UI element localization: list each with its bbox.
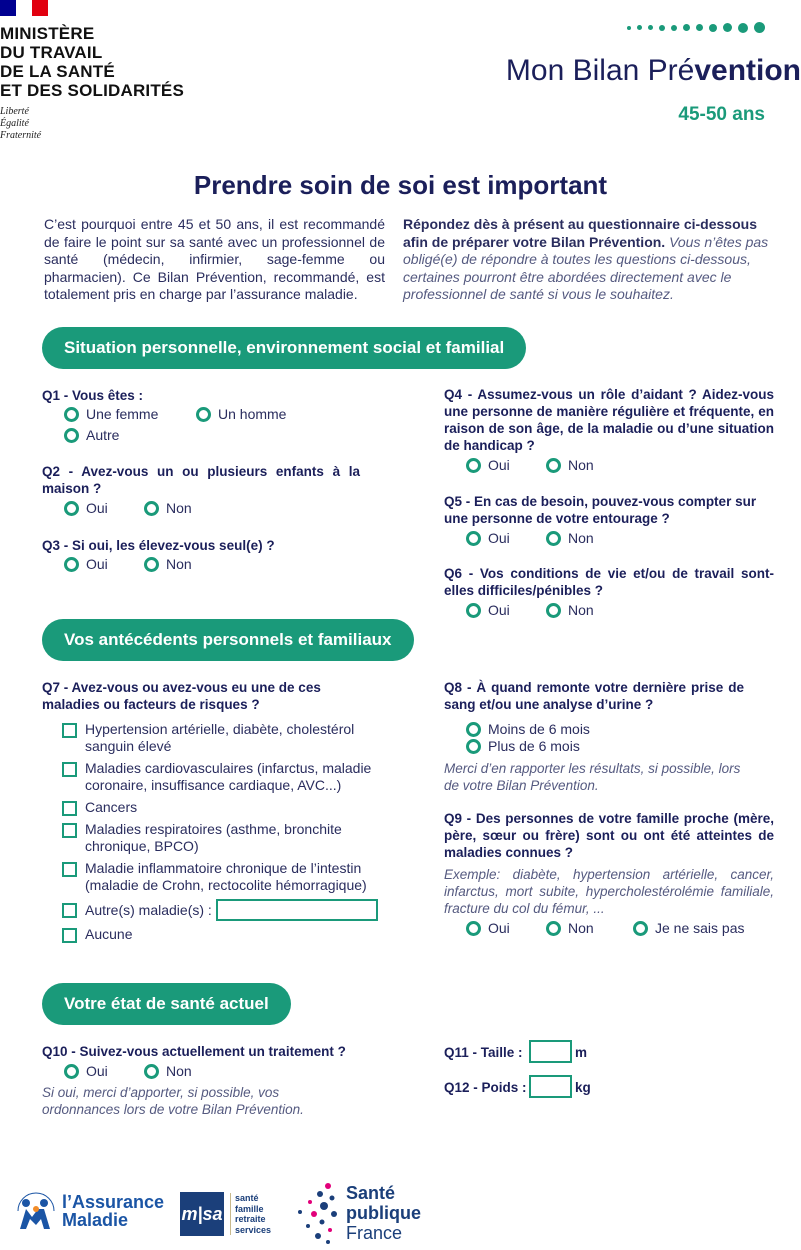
radio-button-icon[interactable] bbox=[64, 428, 79, 443]
radio-button-icon[interactable] bbox=[546, 603, 561, 618]
radio-button-icon[interactable] bbox=[144, 557, 159, 572]
option-label: Oui bbox=[488, 457, 510, 473]
radio-button-icon[interactable] bbox=[546, 921, 561, 936]
q8-note: Merci d’en rapporter les résultats, si possible, lors de votre Bilan Prévention. bbox=[444, 761, 741, 793]
checkbox-icon[interactable] bbox=[62, 862, 77, 877]
ministry-line: ET DES SOLIDARITÉS bbox=[0, 81, 185, 100]
radio-button-icon[interactable] bbox=[196, 407, 211, 422]
q10-options bbox=[64, 1063, 192, 1079]
q7-item[interactable] bbox=[62, 821, 392, 855]
option-label: Oui bbox=[86, 500, 108, 516]
q9-option-nsp[interactable] bbox=[633, 920, 745, 936]
item-label: Maladies cardiovasculaires (infarctus, maladie coronaire, insuffisance cardiaque, AVC...) bbox=[85, 760, 372, 793]
ministry-line: MINISTÈRE bbox=[0, 24, 95, 43]
q5-option-non[interactable] bbox=[546, 530, 594, 546]
checkbox-icon[interactable] bbox=[62, 823, 77, 838]
intro-left-text: C’est pourquoi entre 45 et 50 ans, il est recommandé de faire le point sur sa santé avec un professionnel de santé (médecin, infirmier, sage-femme ou pharmacien). Ce Bilan Prévention, recommandé, est totalement pris en charge par l’assurance maladie. bbox=[44, 216, 385, 302]
checkbox-icon[interactable] bbox=[62, 762, 77, 777]
q6-option-oui[interactable] bbox=[466, 602, 546, 618]
am-line1: l’Assurance bbox=[62, 1192, 165, 1212]
option-label: Oui bbox=[86, 556, 108, 572]
q9-options bbox=[466, 920, 745, 936]
section-header-antecedents: Vos antécédents personnels et familiaux bbox=[42, 619, 414, 661]
radio-button-icon[interactable] bbox=[546, 531, 561, 546]
title-part: an Pré bbox=[605, 54, 695, 87]
q6-label: Q6 - Vos conditions de vie et/ou de travail sont-elles difficiles/pénibles ? bbox=[444, 566, 774, 598]
title-part: vention bbox=[694, 54, 801, 87]
q8-option-gt6[interactable] bbox=[466, 738, 580, 754]
weight-input[interactable] bbox=[529, 1075, 572, 1098]
q1-option-femme[interactable] bbox=[64, 406, 196, 422]
option-label: Autre bbox=[86, 427, 120, 443]
intro-note: Vous n’êtes pas obligé(e) de répondre à toutes les questions ci-dessous, certaines pourront être abordées directement avec le professionnel de santé si vous le souhaitez. bbox=[403, 233, 769, 302]
q8-option[interactable] bbox=[466, 738, 580, 754]
radio-button-icon[interactable] bbox=[546, 458, 561, 473]
checkbox-icon[interactable] bbox=[62, 928, 77, 943]
item-label: Hypertension artérielle, diabète, cholestérol sanguin élevé bbox=[85, 721, 355, 754]
q3-options bbox=[64, 556, 192, 572]
q4-option-non[interactable] bbox=[546, 457, 594, 473]
option-label: Une femme bbox=[86, 406, 159, 422]
radio-button-icon[interactable] bbox=[466, 603, 481, 618]
ministry-line: DE LA SANTÉ bbox=[0, 62, 115, 81]
section-header-sante: Votre état de santé actuel bbox=[42, 983, 291, 1025]
msa-line: famille bbox=[235, 1203, 264, 1214]
q5-options bbox=[466, 530, 594, 546]
option-label: Oui bbox=[86, 1063, 108, 1079]
spf-text bbox=[346, 1183, 421, 1243]
intro-instruction: Répondez dès à présent au questionnaire ci-dessous afin de préparer votre Bilan Prévention. bbox=[403, 216, 757, 250]
q2-options bbox=[64, 500, 192, 516]
decorative-dots bbox=[627, 22, 765, 33]
q7-item[interactable] bbox=[62, 760, 392, 794]
q8-label: Q8 - À quand remonte votre dernière prise de sang et/ou une analyse d’urine ? bbox=[444, 680, 744, 712]
assurance-maladie-emblem-icon bbox=[12, 1187, 60, 1235]
other-disease-input[interactable] bbox=[216, 899, 378, 921]
item-label: Cancers bbox=[85, 799, 138, 815]
spf-line: publique bbox=[346, 1203, 421, 1223]
checkbox-icon[interactable] bbox=[62, 723, 77, 738]
q7-label: Q7 - Avez-vous ou avez-vous eu une de ces maladies ou facteurs de risques ? bbox=[42, 680, 321, 712]
option-label: Un homme bbox=[218, 406, 287, 422]
q1-options-row2 bbox=[64, 427, 119, 443]
msa-line: services bbox=[235, 1224, 272, 1235]
q1-option-autre[interactable] bbox=[64, 427, 119, 443]
section-header-situation: Situation personnelle, environnement social et familial bbox=[42, 327, 526, 369]
q10-option-oui[interactable] bbox=[64, 1063, 144, 1079]
radio-button-icon[interactable] bbox=[466, 531, 481, 546]
option-label: Non bbox=[568, 602, 594, 618]
q12-unit: kg bbox=[575, 1080, 591, 1095]
option-label: Non bbox=[568, 920, 594, 936]
q10-note: Si oui, merci d’apporter, si possible, vos ordonnances lors de votre Bilan Prévention. bbox=[42, 1085, 304, 1117]
sante-publique-france-logo bbox=[294, 1180, 421, 1246]
q4-options bbox=[466, 457, 594, 473]
q8-option-lt6[interactable] bbox=[466, 721, 590, 737]
republic-motto bbox=[0, 106, 41, 142]
q3-option-non[interactable] bbox=[144, 556, 192, 572]
ministry-line: DU TRAVAIL bbox=[0, 43, 103, 62]
q7-item[interactable] bbox=[62, 860, 392, 894]
radio-button-icon[interactable] bbox=[64, 557, 79, 572]
msa-line: retraite bbox=[235, 1214, 266, 1224]
option-label: Non bbox=[568, 530, 594, 546]
title-part: Mon Bil bbox=[505, 54, 606, 87]
q1-options bbox=[64, 406, 286, 422]
q5-option-oui[interactable] bbox=[466, 530, 546, 546]
item-label: Maladies respiratoires (asthme, bronchite chronique, BPCO) bbox=[85, 821, 342, 854]
q12-label: Q12 - Poids : bbox=[444, 1080, 527, 1095]
q11-label: Q11 - Taille : bbox=[444, 1045, 523, 1060]
q11-unit: m bbox=[575, 1045, 588, 1060]
q7-checklist bbox=[62, 721, 392, 948]
msa-text bbox=[230, 1193, 271, 1235]
spf-line: Santé bbox=[346, 1183, 396, 1203]
height-input[interactable] bbox=[529, 1040, 572, 1063]
option-label: Non bbox=[568, 457, 594, 473]
option-label: Plus de 6 mois bbox=[488, 738, 580, 754]
radio-button-icon[interactable] bbox=[466, 921, 481, 936]
q7-item[interactable] bbox=[62, 721, 392, 755]
q6-option-non[interactable] bbox=[546, 602, 594, 618]
motto-line: Égalité bbox=[0, 118, 29, 129]
q2-option-non[interactable] bbox=[144, 500, 192, 516]
option-label: Je ne sais pas bbox=[655, 920, 745, 936]
q2-option-oui[interactable] bbox=[64, 500, 144, 516]
checkbox-icon[interactable] bbox=[62, 903, 77, 918]
option-label: Oui bbox=[488, 530, 510, 546]
option-label: Oui bbox=[488, 920, 510, 936]
spf-line: France bbox=[346, 1223, 403, 1243]
motto-line: Fraternité bbox=[0, 130, 42, 141]
msa-emblem-icon: m|sa bbox=[180, 1192, 224, 1236]
option-label: Non bbox=[166, 1063, 192, 1079]
radio-button-icon[interactable] bbox=[64, 407, 79, 422]
radio-button-icon[interactable] bbox=[64, 501, 79, 516]
msa-line: santé bbox=[235, 1193, 259, 1203]
q4-label: Q4 - Assumez-vous un rôle d’aidant ? Aidez-vous une personne de manière régulière et fréquente, en raison de son âge, de la maladie ou d’une situation de handicap ? bbox=[444, 387, 774, 453]
radio-button-icon[interactable] bbox=[633, 921, 648, 936]
q7-item-other[interactable] bbox=[62, 899, 392, 921]
radio-button-icon[interactable] bbox=[64, 1064, 79, 1079]
q7-item[interactable] bbox=[62, 926, 392, 943]
am-line2: Maladie bbox=[62, 1210, 129, 1230]
option-label: Non bbox=[166, 556, 192, 572]
q3-label: Q3 - Si oui, les élevez-vous seul(e) ? bbox=[42, 538, 275, 553]
age-range: 45-50 ans bbox=[678, 104, 765, 125]
republic-flag-logo bbox=[0, 0, 48, 16]
q9-example: Exemple: diabète, hypertension artérielle, cancer, infarctus, mort subite, hypercholestérolémie familiale, fracture du col du fémur, ... bbox=[444, 867, 774, 916]
radio-button-icon[interactable] bbox=[466, 722, 481, 737]
q1-option-homme[interactable] bbox=[196, 406, 286, 422]
radio-button-icon[interactable] bbox=[144, 501, 159, 516]
q4-option-oui[interactable] bbox=[466, 457, 546, 473]
option-label: Oui bbox=[488, 602, 510, 618]
motto-line: Liberté bbox=[0, 106, 29, 117]
ministry-name bbox=[0, 24, 184, 100]
q9-option-oui[interactable] bbox=[466, 920, 546, 936]
q6-options bbox=[466, 602, 594, 618]
item-label: Aucune bbox=[85, 926, 133, 942]
document-title bbox=[506, 54, 801, 88]
q9-option-non[interactable] bbox=[546, 920, 633, 936]
checkbox-icon[interactable] bbox=[62, 801, 77, 816]
radio-button-icon[interactable] bbox=[466, 458, 481, 473]
intro-right-text bbox=[403, 216, 775, 304]
q10-option-non[interactable] bbox=[144, 1063, 192, 1079]
q8-option[interactable] bbox=[466, 721, 590, 737]
q9-label: Q9 - Des personnes de votre famille proche (mère, père, sœur ou frère) sont ou ont été atteintes de maladies connues ? bbox=[444, 811, 774, 860]
q3-option-oui[interactable] bbox=[64, 556, 144, 572]
item-label: Maladie inflammatoire chronique de l’intestin (maladie de Crohn, rectocolite hémorragique) bbox=[85, 860, 367, 893]
assurance-maladie-text bbox=[62, 1193, 164, 1229]
option-label: Non bbox=[166, 500, 192, 516]
radio-button-icon[interactable] bbox=[144, 1064, 159, 1079]
assurance-maladie-logo bbox=[12, 1187, 164, 1235]
q7-item[interactable] bbox=[62, 799, 392, 816]
sante-publique-france-dots-icon bbox=[294, 1180, 342, 1246]
option-label: Moins de 6 mois bbox=[488, 721, 590, 737]
page-heading: Prendre soin de soi est important bbox=[193, 170, 608, 200]
q5-label: Q5 - En cas de besoin, pouvez-vous compter sur une personne de votre entourage ? bbox=[444, 494, 757, 526]
q10-label: Q10 - Suivez-vous actuellement un traitement ? bbox=[42, 1044, 346, 1059]
q1-label: Q1 - Vous êtes : bbox=[42, 388, 144, 403]
msa-logo bbox=[180, 1192, 271, 1236]
radio-button-icon[interactable] bbox=[466, 739, 481, 754]
q2-label: Q2 - Avez-vous un ou plusieurs enfants à la maison ? bbox=[42, 464, 360, 496]
item-label: Autre(s) maladie(s) : bbox=[85, 901, 212, 918]
